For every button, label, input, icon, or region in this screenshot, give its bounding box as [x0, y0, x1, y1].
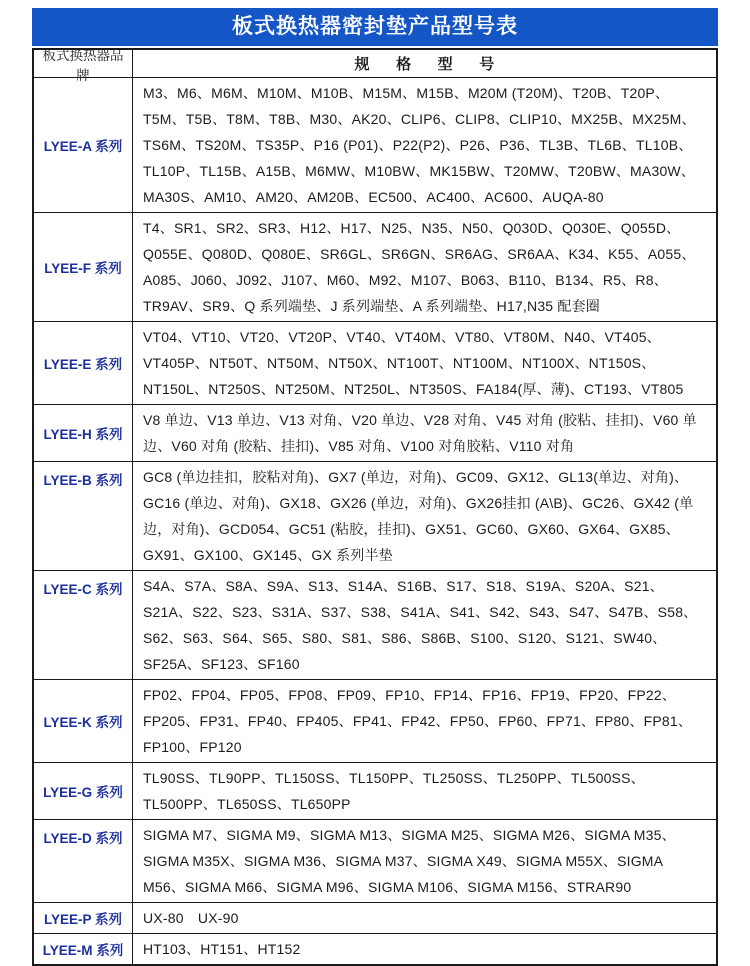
table-row: [34, 322, 716, 405]
table-row: [34, 405, 716, 462]
brand-name: LYEE-H 系列: [34, 405, 133, 461]
brand-column-header: 板式换热器品牌: [34, 50, 133, 77]
brand-name: LYEE-M 系列: [34, 934, 133, 964]
model-list: S4A、S7A、S8A、S9A、S13、S14A、S16B、S17、S18、S19A、S20A、S21、S21A、S22、S23、S31A、S37、S38、S41A、S41、S42、S43、S47、S47B、S58、S62、S63、S64、S65、S80、S81、S86、S86B、S100、S120、S121、SW40、SF25A、SF123、SF160: [143, 578, 698, 672]
model-list: M3、M6、M6M、M10M、M10B、M15M、M15B、M20M (T20M)、T20B、T20P、T5M、T5B、T8M、T8B、M30、AK20、CLIP6、CLIP8、CLIP10、MX25B、MX25M、TS6M、TS20M、TS35P、P16 (P01)、P22(P2)、P26、P36、TL3B、TL6B、TL10B、TL10P、TL15B、A15B、M6MW、M10BW、MK15BW、T20MW、T20BW、MA30W、MA30S、AM10、AM20、AM20B、EC500、AC400、AC600、AUQA-80: [143, 85, 696, 205]
brand-name: LYEE-G 系列: [34, 763, 133, 819]
model-list: V8 单边、V13 单边、V13 对角、V20 单边、V28 对角、V45 对角 (胶粘、挂扣)、V60 单边、V60 对角 (胶粘、挂扣)、V85 对角、V100 对角胶粘、V110 对角: [143, 412, 697, 454]
page-title: 板式换热器密封垫产品型号表: [32, 8, 718, 46]
model-list: FP02、FP04、FP05、FP08、FP09、FP10、FP14、FP16、FP19、FP20、FP22、FP205、FP31、FP40、FP405、FP41、FP42、FP50、FP60、FP71、FP80、FP81、FP100、FP120: [143, 687, 693, 755]
model-list: TL90SS、TL90PP、TL150SS、TL150PP、TL250SS、TL250PP、TL500SS、TL500PP、TL650SS、TL650PP: [143, 770, 645, 812]
brand-name: LYEE-D 系列: [34, 820, 133, 902]
model-list: HT103、HT151、HT152: [143, 941, 301, 957]
brand-name: LYEE-K 系列: [34, 680, 133, 762]
brand-name: LYEE-F 系列: [34, 213, 133, 321]
table-row: [34, 213, 716, 322]
table-row: [34, 763, 716, 820]
model-list: SIGMA M7、SIGMA M9、SIGMA M13、SIGMA M25、SIGMA M26、SIGMA M35、SIGMA M35X、SIGMA M36、SIGMA M37、SIGMA X49、SIGMA M55X、SIGMA M56、SIGMA M66、SIGMA M96、SIGMA M106、SIGMA M156、STRAR90: [143, 827, 676, 895]
table-header-row: [34, 47, 716, 83]
brand-name: LYEE-E 系列: [34, 322, 133, 404]
product-model-sheet: [32, 8, 718, 966]
table-row: [34, 820, 716, 903]
brand-name: LYEE-B 系列: [34, 462, 133, 570]
table-row: [34, 462, 716, 571]
product-model-table: [32, 48, 718, 966]
model-list: VT04、VT10、VT20、VT20P、VT40、VT40M、VT80、VT80M、N40、VT405、VT405P、NT50T、NT50M、NT50X、NT100T、NT100M、NT100X、NT150S、NT150L、NT250S、NT250M、NT250L、NT350S、FA184(厚、薄)、CT193、VT805: [143, 329, 684, 397]
model-list: T4、SR1、SR2、SR3、H12、H17、N25、N35、N50、Q030D、Q030E、Q055D、Q055E、Q080D、Q080E、SR6GL、SR6GN、SR6AG、SR6AA、K34、K55、A055、A085、J060、J092、J107、M60、M92、M107、B063、B110、B134、R5、R8、TR9AV、SR9、Q 系列端垫、J 系列端垫、A 系列端垫、H17,N35 配套圈: [143, 220, 696, 314]
table-row: [34, 903, 716, 934]
table-row: [34, 680, 716, 763]
brand-name: LYEE-C 系列: [34, 571, 133, 679]
table-row: [34, 571, 716, 680]
model-list: UX-80 UX-90: [143, 910, 239, 926]
table-row: [34, 78, 716, 213]
table-row: [34, 934, 716, 964]
model-list: GC8 (单边挂扣，胶粘对角)、GX7 (单边，对角)、GC09、GX12、GL13(单边、对角)、GC16 (单边、对角)、GX18、GX26 (单边，对角)、GX26挂扣 (A\B)、GC26、GX42 (单边，对角)、GCD054、GC51 (粘胶，挂扣)、GX51、GC60、GX60、GX64、GX85、GX91、GX100、GX145、GX 系列半垫: [143, 469, 694, 563]
brand-name: LYEE-P 系列: [34, 903, 133, 933]
brand-name: LYEE-A 系列: [34, 78, 133, 212]
table-body: [34, 78, 716, 964]
spec-column-header: 规 格 型 号: [354, 56, 495, 73]
